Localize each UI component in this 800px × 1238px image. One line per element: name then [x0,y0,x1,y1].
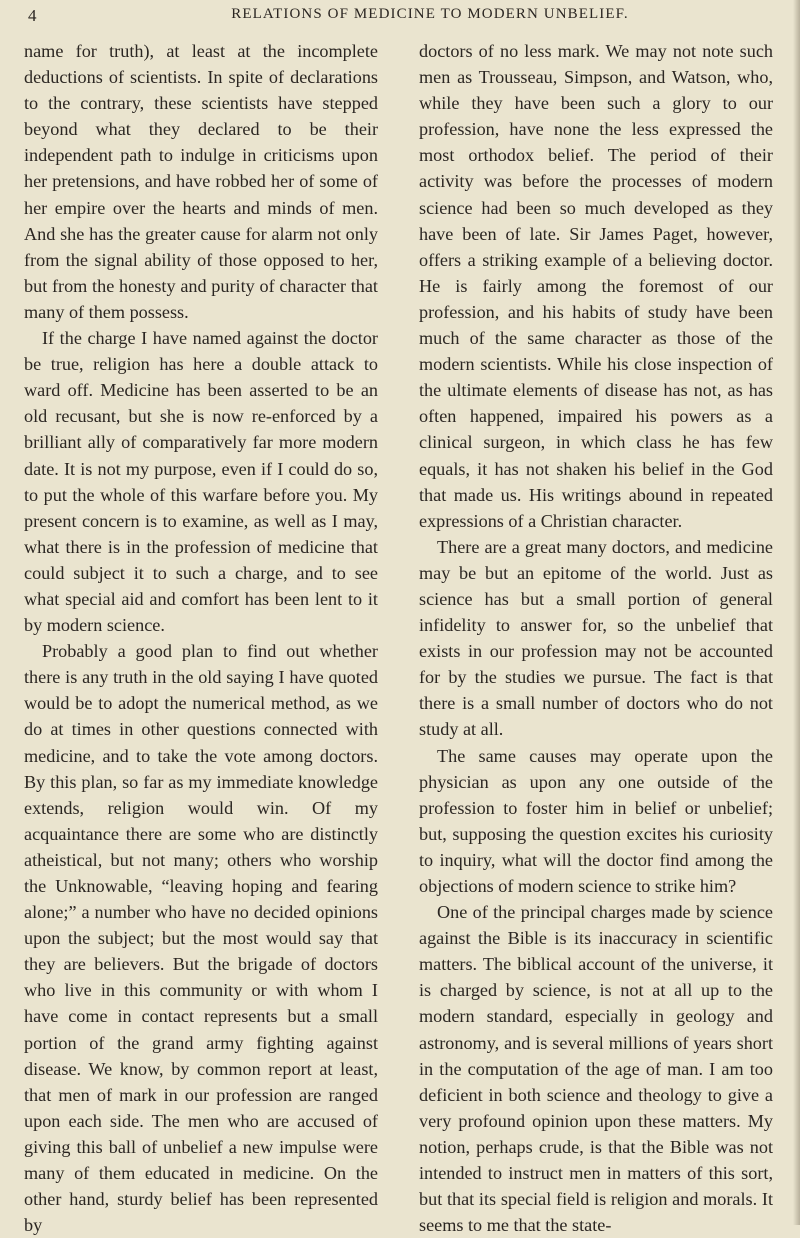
right-column [419,38,773,1238]
paragraph: There are a great many doctors, and medicine may be but an epitome of the world. Just as science has but a small portion of general infidelity to answer for, so the unbelief that exists in our profession may not be accounted for by the studies we pursue. The fact is that there is a small number of doctors who do not study at all. [419,536,773,740]
running-head: RELATIONS OF MEDICINE TO MODERN UNBELIEF. [231,6,629,22]
paragraph: doctors of no less mark. We may not note such men as Trousseau, Simpson, and Watson, who, while they have been such a glory to our profession, have none the less expressed the most orthodox belief. The period of their activity was before the processes of modern science had been so much developed as they have been of late. Sir James Paget, however, offers a striking example of a believing doctor. He is fairly among the foremost of our profession, and his habits of study have been much of the same character as those of the modern scientists. While his close inspection of the ultimate elements of disease has not, as has often happened, impaired his powers as a clinical surgeon, in which class he has few equals, it has not shaken his belief in the God that made us. His writings abound in repeated expressions of a Christian character. [419,41,773,531]
paragraph: One of the principal charges made by science against the Bible is its inaccuracy in scientific matters. The biblical account of the universe, it is charged by science, is not at all up to the modern standard, especially in geology and astronomy, and is several millions of years short in the computation of the age of man. I am too deficient in both science and theology to give a very profound opinion upon these matters. My notion, perhaps crude, is that the Bible was not intended to instruct men in matters of this sort, but that its special field is religion and morals. It seems to me that the state- [419,902,773,1236]
paragraph: The same causes may operate upon the physician as upon any one outside of the profession to foster him in belief or unbelief; but, supposing the question excites his curiosity to inquiry, what will the doctor find among the objections of modern science to strike him? [419,745,773,896]
page-edge-shadow [793,0,800,1225]
paragraph: Probably a good plan to find out whether there is any truth in the old saying I have quoted would be to adopt the numerical method, as we do at times in other questions connected with medicine, and to take the vote among doctors. By this plan, so far as my immediate knowledge extends, religion would win. Of my acquaintance there are some who are distinctly atheistical, but not many; others who worship the Unknowable, “leaving hoping and fearing alone;” a number who have no decided opinions upon the subject; but the most would say that they are believers. But the brigade of doctors who live in this community or with whom I have come in contact represents but a small portion of the grand army fighting against disease. We know, by common report at least, that men of mark in our profession are ranged upon each side. The men who are accused of giving this ball of unbelief a new impulse were many of them educated in medicine. On the other hand, sturdy belief has been represented by [24,641,378,1236]
page-number: 4 [28,6,37,25]
paragraph: If the charge I have named against the doctor be true, religion has here a double attack to ward off. Medicine has been asserted to be an old recusant, but she is now re-enforced by a brilliant ally of comparatively far more modern date. It is not my purpose, even if I could do so, to put the whole of this warfare before you. My present concern is to examine, as well as I may, what there is in the profession of medicine that could subject it to such a charge, and to see what special aid and comfort has been lent to it by modern science. [24,328,378,636]
page-header [0,0,800,32]
left-column [24,38,378,1238]
paragraph: name for truth), at least at the incomplete deductions of scientists. In spite of declarations to the contrary, these scientists have stepped beyond what they declared to be their independent path to indulge in criticisms upon her pretensions, and have robbed her of some of her empire over the hearts and minds of men. And she has the greater cause for alarm not only from the signal ability of those opposed to her, but from the honesty and purity of character that many of them possess. [24,41,378,322]
